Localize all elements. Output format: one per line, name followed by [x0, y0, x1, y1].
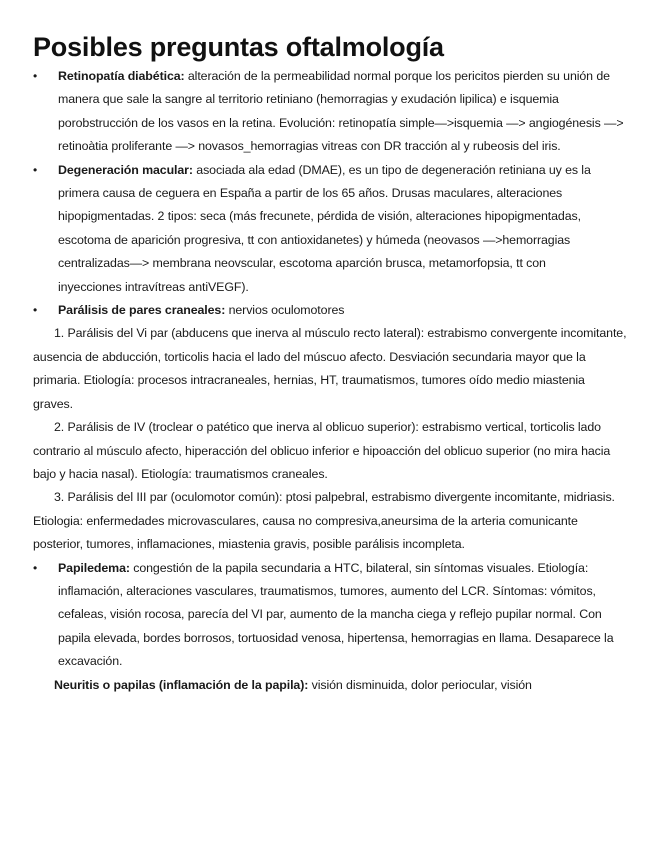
term-retinopatia: Retinopatía diabética:: [58, 69, 185, 83]
paralisis-item-iii: 3. Parálisis del III par (oculomotor común): ptosi palpebral, estrabismo divergente incomitante, midriasis. Etiologia: enfermedades microvasculares, causa no compresiva,aneursima de la arteria comunicante posterior, tumores, inflamaciones, miastenia gravis, posible parálisis incompleta.: [33, 490, 615, 552]
paralisis-item-vi: 1. Parálisis del Vi par (abducens que inerva al músculo recto lateral): estrabismo convergente incomitante, ausencia de abducción, torticolis hacia el lado del múscuo afecto. Desviación secundaria mayor que la primaria. Etiología: procesos intracraneales, hernias, HT, traumatismos, tumores oído medio miastenia graves.: [33, 326, 627, 411]
page-title: Posibles preguntas oftalmología: [33, 32, 444, 62]
bullet-icon: •: [33, 162, 38, 177]
text-paralisis: nervios oculomotores: [225, 303, 345, 318]
bullet-icon: •: [33, 303, 38, 318]
bullet-icon: •: [33, 560, 38, 575]
list-item-papiledema: [33, 557, 627, 674]
text-neuritis: visión disminuida, dolor periocular, visión: [308, 677, 532, 692]
list-item-retinopatia: [33, 65, 627, 159]
document-page: [33, 30, 627, 697]
list-item-paralisis: [33, 299, 627, 322]
paralisis-item-iv: 2. Parálisis de IV (troclear o patético que inerva al oblicuo superior): estrabismo vertical, torticolis lado contrario al músculo afecto, hiperacción del oblicuo inferior e hipoacción del oblicuo superior (no mira hacia bajo y hacia nasal). Etiología: traumatismos craneales.: [33, 420, 611, 481]
term-degeneracion: Degeneración macular:: [58, 162, 193, 177]
bullet-icon: •: [33, 69, 38, 83]
term-paralisis: Parálisis de pares craneales:: [58, 303, 226, 318]
text-degeneracion: asociada ala edad (DMAE), es un tipo de degeneración retiniana uy es la primera causa de ceguera en España a partir de los 65 años. Drusas maculares, alteraciones hipopigmentadas. 2 tipos: seca (más frecunete, pérdida de visión, alteraciones hipopigmentadas, escotoma de aparición progresiva, tt con antioxidanetes) y húmeda (neovasos —>hemorragias centralizadas—> membrana neovscular, escotoma aparción brusca, metamorfopsia, tt con inyecciones intravítreas antiVEGF).: [58, 162, 591, 294]
list-item-degeneracion: [33, 159, 609, 299]
text-retinopatia: alteración de la permeabilidad normal porque los pericitos pierden su unión de manera que sale la sangre al territorio retiniano (hemorragias y exudación lipilica) e isquemia porobstrucción de los vasos en la retina. Evolución: retinopatía simple—>isquemia —> angiogénesis —> retinoàtia proliferante —> novasos_hemorragias vitreas con DR tracción al y rubeosis del iris.: [58, 69, 624, 154]
term-neuritis: Neuritis o papilas (inflamación de la papila):: [54, 677, 309, 692]
text-papiledema: congestión de la papila secundaria a HTC, bilateral, sin síntomas visuales. Etiología: inflamación, alteraciones vasculares, traumatismos, tumores, aumento del LCR. Síntomas: vómitos, cefaleas, visión rocosa, parecía del VI par, aumento de la mancha ciega y reflejo pupilar normal. Con papila elevada, bordes borrosos, tortuosidad venosa, hipertensa, hemorragias en llama. Desaparece la excavación.: [58, 560, 614, 669]
list-item-neuritis: [33, 674, 627, 697]
term-papiledema: Papiledema:: [58, 560, 130, 575]
